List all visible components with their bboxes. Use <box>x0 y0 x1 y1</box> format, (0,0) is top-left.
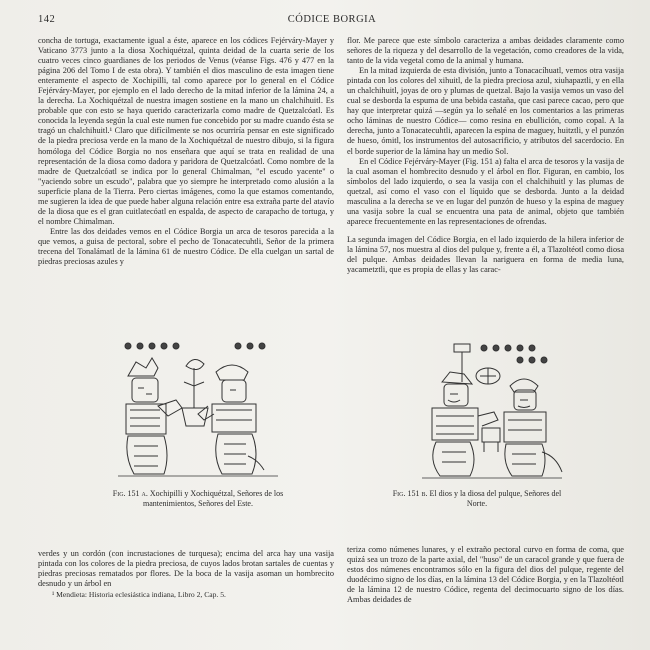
figure-label: Fig. 151 b. <box>392 489 428 498</box>
paragraph: concha de tortuga, exactamente igual a éste, aparece en los códices Fejérváry-Mayer y Vaticano 3773 junto a la diosa Xochiquétzal, quinta deidad de la cuarta serie de los cuatro veces cinco guardianes de los periodos de Venus (véanse Figs. 476 y 477 en la página 206 del Tomo I de esta obra). Y también el dios masculino de esta imagen tiene enteramente el aspecto de Xochipilli, tal como aparece por lo general en el Códice Fejérváry-Mayer, por ejemplo en el lado derecho de la mitad inferior de la lámina 24, a la derecha. La Xochiquétzal de nuestra imagen sostiene en la mano un chalchihuitl. Es probable que con esto se haya querido caracterizarla como madre de Quetzalcóatl. Es conocida la leyenda según la cual este numen fue concebido por su madre cuando ésta se tragó un chalchihuitl.¹ Claro que difícilmente se nos ocurriría pensar en este significado de la piedra preciosa verde en la mano de la Xochiquétzal de nuestro dibujo, si la figura homóloga del Códice Borgia no nos enseñara que aquí se trata en realidad de una representación de la diosa como dadora y paridora de Quetzalcóatl. Como nombre de la madre de Quetzalcóatl se indica por lo general Chimalman, "el escudo yacente" o "yaciendo sobre un escudo", palabra que yo siempre he interpretado como alusión a la superficie plana de la Tierra. Pero ciertas imágenes, como la que estamos comentando, me sugieren la idea de que puede haber alguna relación entre esa extraña parte del atavío de la diosa que es el gran cuitlatecóatl en espalda, de aspecto de carapacho de tortuga, y el nombre Chimalman. <box>38 36 334 226</box>
figure-151a-caption <box>108 489 288 509</box>
codex-drawing-xochipilli-xochiquetzal <box>98 336 288 486</box>
figure-caption-text: Xochipilli y Xochiquétzal, Señores de los mantenimientos, Señores del Este. <box>143 489 284 508</box>
figure-151b-illustration <box>402 336 572 486</box>
paragraph: Entre las dos deidades vemos en el Códice Borgia un arca de tesoros parecida a la que vemos, a guisa de pectoral, sobre el pecho de Tonacatecuhtli, Señor de la primera trecena del Tonalámatl de la lámina 61 de nuestro Códice. De ella cuelgan un sartal de piedras preciosas azules y <box>38 226 334 267</box>
codex-drawing-pulque-deities <box>402 336 572 486</box>
paragraph: En la mitad izquierda de esta división, junto a Tonacacíhuatl, vemos otra vasija pintada con los colores del xihuitl, de la piedra preciosa azul, xiuhapaztli, y en ella un chalchihuitl, joyas de oro y plumas de quetzal. Bajo la vasija vemos un vaso del cual se desborda la espuma de una bebida castaña, que casi parece cacao, pero que hay que interpretar quizá —según ya lo señalé en los comentarios a las primeras ocho láminas de nuestro Códice— como resina en ebullición, como copal. A la derecha, junto a Tonacatecuhtli, aparecen la espina de maguey, huitztli, y el punzón de hueso, ómitl, los instrumentos del autosacrificio, y atributos del sacerdocio. En el borde superior de la lámina hay un medio Sol. <box>347 66 624 156</box>
right-column-top <box>347 36 624 275</box>
paragraph: La segunda imagen del Códice Borgia, en el lado izquierdo de la hilera inferior de la lámina 57, nos muestra al dios del pulque y, frente a él, a Tlazoltéotl como diosa del pulque. Ambas deidades llevan la nariguera en forma de media luna, yacametztli, que es propia de ellas y las carac- <box>347 234 624 275</box>
left-column-bottom <box>38 549 334 589</box>
paragraph: teriza como númenes lunares, y el extraño pectoral curvo en forma de coma, que quizá sea un trozo de la parte axial, del "huso" de un caracol grande y que fuera de estos dos númenes encontramos sólo en la figura del dios del pulque, regente del duodécimo signo de los días, en la lámina 13 del Códice Borgia, y en la Tlazoltéotl de la lámina 12 de nuestro Códice, regenta del decimocuarto signo de los días. Ambas deidades de <box>347 545 624 605</box>
paragraph: En el Códice Fejérváry-Mayer (Fig. 151 a) falta el arca de tesoros y la vasija de la cual asoman el hombrecito desnudo y el árbol en flor. Figuran, en cambio, los símbolos del lado izquierdo, o sea la vasija con el chalchihuitl y las plumas de quetzal, así como el vaso con el líquido que se desborda. Junto a la deidad masculina a la derecha se ve en lugar del punzón de hueso y la espina de maguey una vasija sobre la cual se encuentra una pata de animal, objeto que también aparece frecuentemente en las representaciones de ofrendas. <box>347 156 624 226</box>
running-title: CÓDICE BORGIA <box>287 14 377 25</box>
paragraph: verdes y un cordón (con incrustaciones de turquesa); encima del arca hay una vasija pintada con los colores de la piedra preciosa, de cuyos lados brotan sartales de cuentas y piedras preciosas rematados por flores. De la boca de la vasija asoman un hombrecito desnudo y un árbol en <box>38 549 334 589</box>
figure-caption-text: El dios y la diosa del pulque, Señores del Norte. <box>429 489 562 508</box>
figure-151b-caption <box>392 489 562 509</box>
page-header <box>38 14 626 30</box>
paragraph: flor. Me parece que este símbolo caracteriza a ambas deidades claramente como señores de la riqueza y del desarrollo de la vegetación, como creadores de la vida, tanto de la vida vegetal como de la animal y humana. <box>347 36 624 66</box>
footnote: ¹ Mendieta: Historia eclesiástica indiana, Libro 2, Cap. 5. <box>52 590 226 599</box>
figure-label: Fig. 151 a. <box>112 489 148 498</box>
figure-151a-illustration <box>98 336 288 486</box>
page-number: 142 <box>38 14 56 25</box>
left-column-top <box>38 36 334 267</box>
right-column-bottom <box>347 545 624 605</box>
